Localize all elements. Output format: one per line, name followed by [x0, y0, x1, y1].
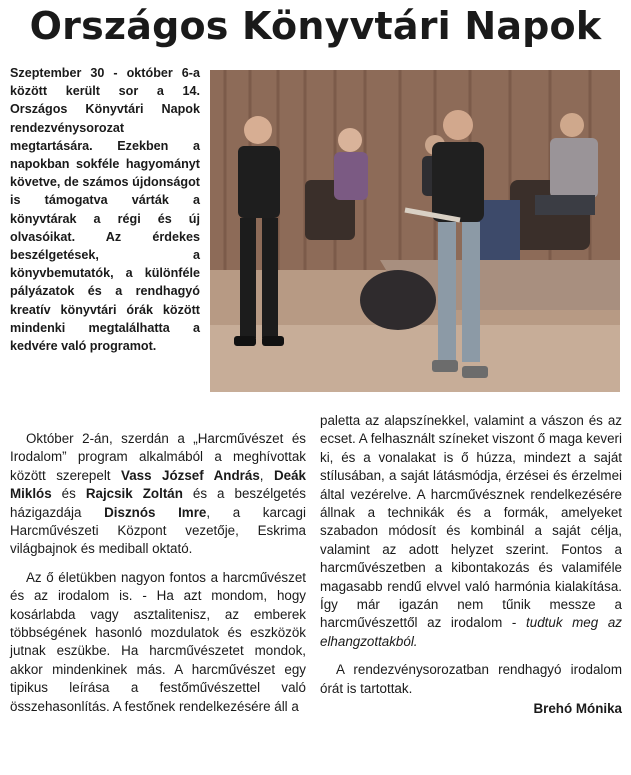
- lead-paragraph: Szeptember 30 - október 6-a között került sor a 14. Országos Könyvtári Napok rendezvénysorozat megtartására. Ezekben a napokban sokféle hagyományt követve, de számos újdonságot is támogatva várták a könyvtárak a régi és új olvasóikat. Az érdekes beszélgetések, a könyvbemutatók, a különféle pályázatok és a rendhagyó kreatív könyvtári órák között mindenki megtalálhatta a kedvére való programot.: [10, 66, 200, 354]
- body-column-left: [10, 430, 306, 716]
- author-byline: Brehó Mónika: [533, 701, 622, 717]
- host-name: Disznós Imre: [104, 504, 207, 520]
- body-italic-text: tudtuk meg az elhangzottakból.: [320, 615, 622, 649]
- guest-name: Vass József András: [121, 467, 260, 483]
- body-paragraph: A rendezvénysorozatban rendhagyó irodalom órát is tartottak.: [320, 662, 622, 696]
- guest-name: Rajcsik Zoltán: [85, 486, 183, 502]
- event-photo-image: [210, 70, 620, 392]
- body-text: Október 2-án, szerdán a „Harcművészet és Irodalom” program alkalmából a meghívottak között szerepelt: [10, 431, 306, 483]
- body-text: , a karcagi Harcművészeti Központ vezetője, Eskrima világbajnok és mediball oktató.: [10, 504, 306, 557]
- event-photo: [210, 70, 620, 392]
- article-headline: Országos Könyvtári Napok: [29, 4, 602, 48]
- body-paragraph: [320, 412, 622, 651]
- body-text: és: [51, 486, 86, 502]
- body-text: ,: [259, 467, 274, 483]
- body-paragraph: [10, 430, 306, 559]
- body-column-right: [320, 412, 622, 719]
- body-text: paletta az alapszínekkel, valamint a vászon és az ecset. A felhasznált színeket viszont ő maga keveri ki, és a vonalakat is ő húzza, mindezt a saját stílusában, a saját látásmódja, érzései és érzelmei által vezérelve. A harcművésznek rendelkezésére állnak a technikák és a formák, amelyeket szabadon módosít és kombinál a saját célja, valamint az adott helyzet szerint. Fontos a harcművészetben a kibontakozás és valamiféle magasabb rendű elvvel való harmónia kialakítása. Így már igazán nem tűnik messze a harcművészettől az irodalom -: [320, 413, 622, 631]
- guest-name: Deák Miklós: [10, 467, 306, 502]
- body-text: és a beszélgetés házigazdája: [10, 486, 306, 520]
- body-paragraph: Az ő életükben nagyon fontos a harcművészet és az irodalom is. - Ha azt mondom, hogy kosárlabda vagy asztalitenisz, az emberek többségének hasonló mozdulatok és eszközök jutnak eszükbe. Ha harcművészetet mondok, akkor mindenkinek más. A harcművészet egy tipikus leírása a festőművészettel való összehasonlítás. A festőnek rendelkezésére áll a: [10, 569, 306, 714]
